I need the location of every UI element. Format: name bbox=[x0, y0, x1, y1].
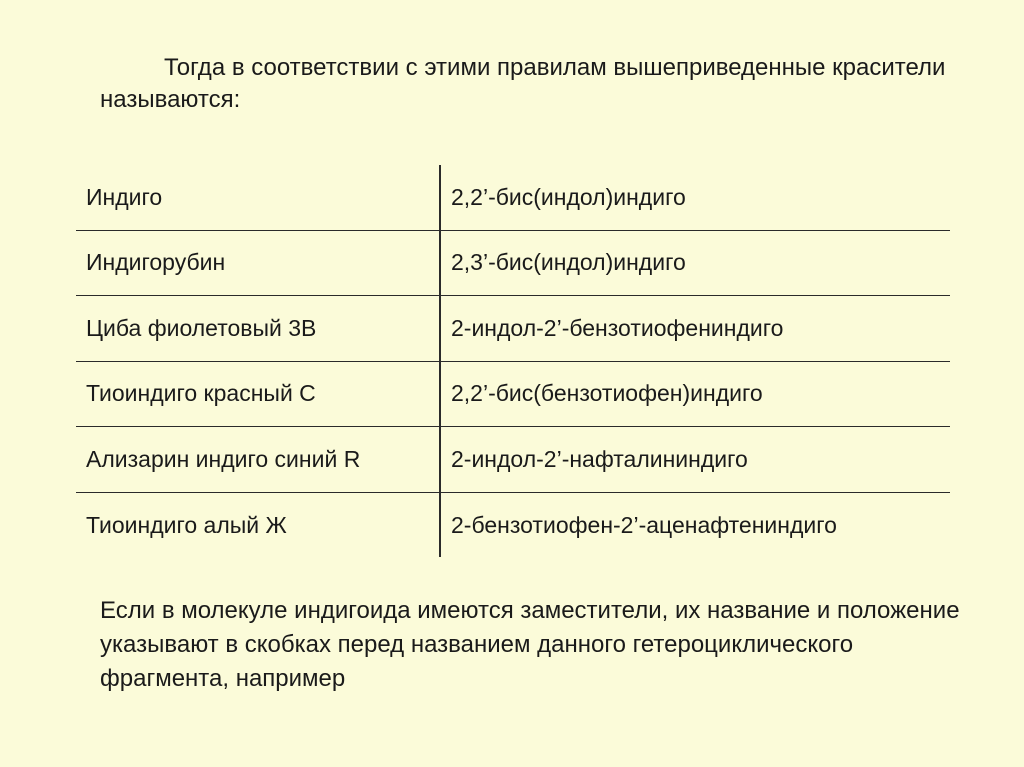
intro-paragraph: Тогда в соответствии с этими правилам вышеприведенные красители называются: bbox=[100, 54, 946, 113]
dye-name-cell: Тиоиндиго красный С bbox=[86, 380, 316, 407]
table-row bbox=[76, 296, 950, 362]
dye-name-cell: Тиоиндиго алый Ж bbox=[86, 511, 287, 538]
systematic-name-cell: 2,3’-бис(индол)индиго bbox=[451, 249, 686, 276]
dye-name-cell: Индиго bbox=[86, 183, 163, 210]
table-row bbox=[76, 427, 950, 493]
column-divider bbox=[439, 165, 441, 557]
table-row bbox=[76, 231, 950, 297]
systematic-name-cell: 2-бензотиофен-2’-аценафтениндиго bbox=[451, 511, 837, 538]
outro-paragraph: Если в молекуле индигоида имеются заместители, их название и положение указывают в скобках перед названием данного гетероциклического фрагмента, например bbox=[100, 597, 960, 692]
dye-names-table bbox=[76, 165, 950, 558]
dye-name-cell: Ализарин индиго синий R bbox=[86, 445, 361, 472]
systematic-name-cell: 2,2’-бис(бензотиофен)индиго bbox=[451, 380, 763, 407]
table-row bbox=[76, 362, 950, 428]
dye-name-cell: Индигорубин bbox=[86, 249, 226, 276]
systematic-name-cell: 2-индол-2’-бензотиофениндиго bbox=[451, 314, 784, 341]
table-row bbox=[76, 165, 950, 231]
systematic-name-cell: 2,2’-бис(индол)индиго bbox=[451, 183, 686, 210]
systematic-name-cell: 2-индол-2’-нафталининдиго bbox=[451, 445, 748, 472]
dye-name-cell: Циба фиолетовый 3В bbox=[86, 314, 317, 341]
table-row bbox=[76, 493, 950, 559]
